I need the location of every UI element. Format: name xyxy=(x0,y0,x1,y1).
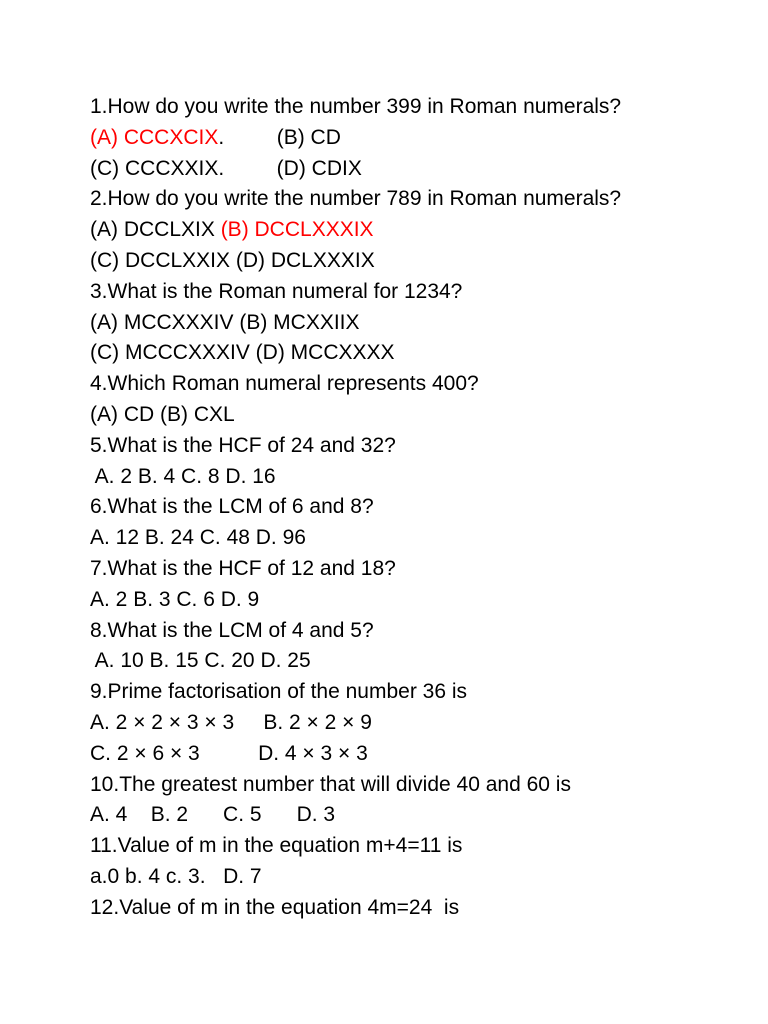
options-1-cd: (C) CCCXXIX. (D) CDIX xyxy=(90,156,362,180)
options-1-ab xyxy=(90,123,750,154)
question-10: 10.The greatest number that will divide 40 and 60 is xyxy=(90,772,571,796)
options-11: a.0 b. 4 c. 3. D. 7 xyxy=(90,864,262,888)
question-12: 12.Value of m in the equation 4m=24 is xyxy=(90,895,460,919)
options-3-ab: (A) MCCXXXIV (B) MCXXIIX xyxy=(90,310,360,334)
question-11: 11.Value of m in the equation m+4=11 is xyxy=(90,834,463,858)
options-7: A. 2 B. 3 C. 6 D. 9 xyxy=(90,587,260,611)
options-2-cd: (C) DCCLXXIX (D) DCLXXXIX xyxy=(90,248,375,272)
option-2b-answer: (B) DCCLXXXIX xyxy=(220,218,374,242)
question-6: 6.What is the LCM of 6 and 8? xyxy=(90,495,374,519)
options-9-cd: C. 2 × 6 × 3 D. 4 × 3 × 3 xyxy=(90,741,368,765)
options-10: A. 4 B. 2 C. 5 D. 3 xyxy=(90,803,336,827)
option-1a-tail: . xyxy=(218,125,277,149)
options-2-ab xyxy=(90,215,750,246)
worksheet xyxy=(90,92,750,924)
question-1: 1.How do you write the number 399 in Roman numerals? xyxy=(90,95,622,118)
question-5: 5.What is the HCF of 24 and 32? xyxy=(90,433,396,457)
options-3-cd: (C) MCCCXXXIV (D) MCCXXXX xyxy=(90,341,395,365)
question-2: 2.How do you write the number 789 in Roman numerals? xyxy=(90,187,622,211)
options-9-ab: A. 2 × 2 × 3 × 3 B. 2 × 2 × 9 xyxy=(90,710,372,734)
option-2a: (A) DCCLXIX xyxy=(90,218,221,242)
option-1b: (B) CD xyxy=(276,125,341,149)
options-6: A. 12 B. 24 C. 48 D. 96 xyxy=(90,526,306,550)
options-4: (A) CD (B) CXL xyxy=(90,402,235,426)
options-5: A. 2 B. 4 C. 8 D. 16 xyxy=(90,464,276,488)
question-9: 9.Prime factorisation of the number 36 is xyxy=(90,680,468,704)
option-1a-answer: (A) CCCXCIX xyxy=(90,125,219,149)
question-4: 4.Which Roman numeral represents 400? xyxy=(90,372,479,396)
question-7: 7.What is the HCF of 12 and 18? xyxy=(90,556,396,580)
question-8: 8.What is the LCM of 4 and 5? xyxy=(90,618,374,642)
question-3: 3.What is the Roman numeral for 1234? xyxy=(90,279,463,303)
options-8: A. 10 B. 15 C. 20 D. 25 xyxy=(90,649,311,673)
